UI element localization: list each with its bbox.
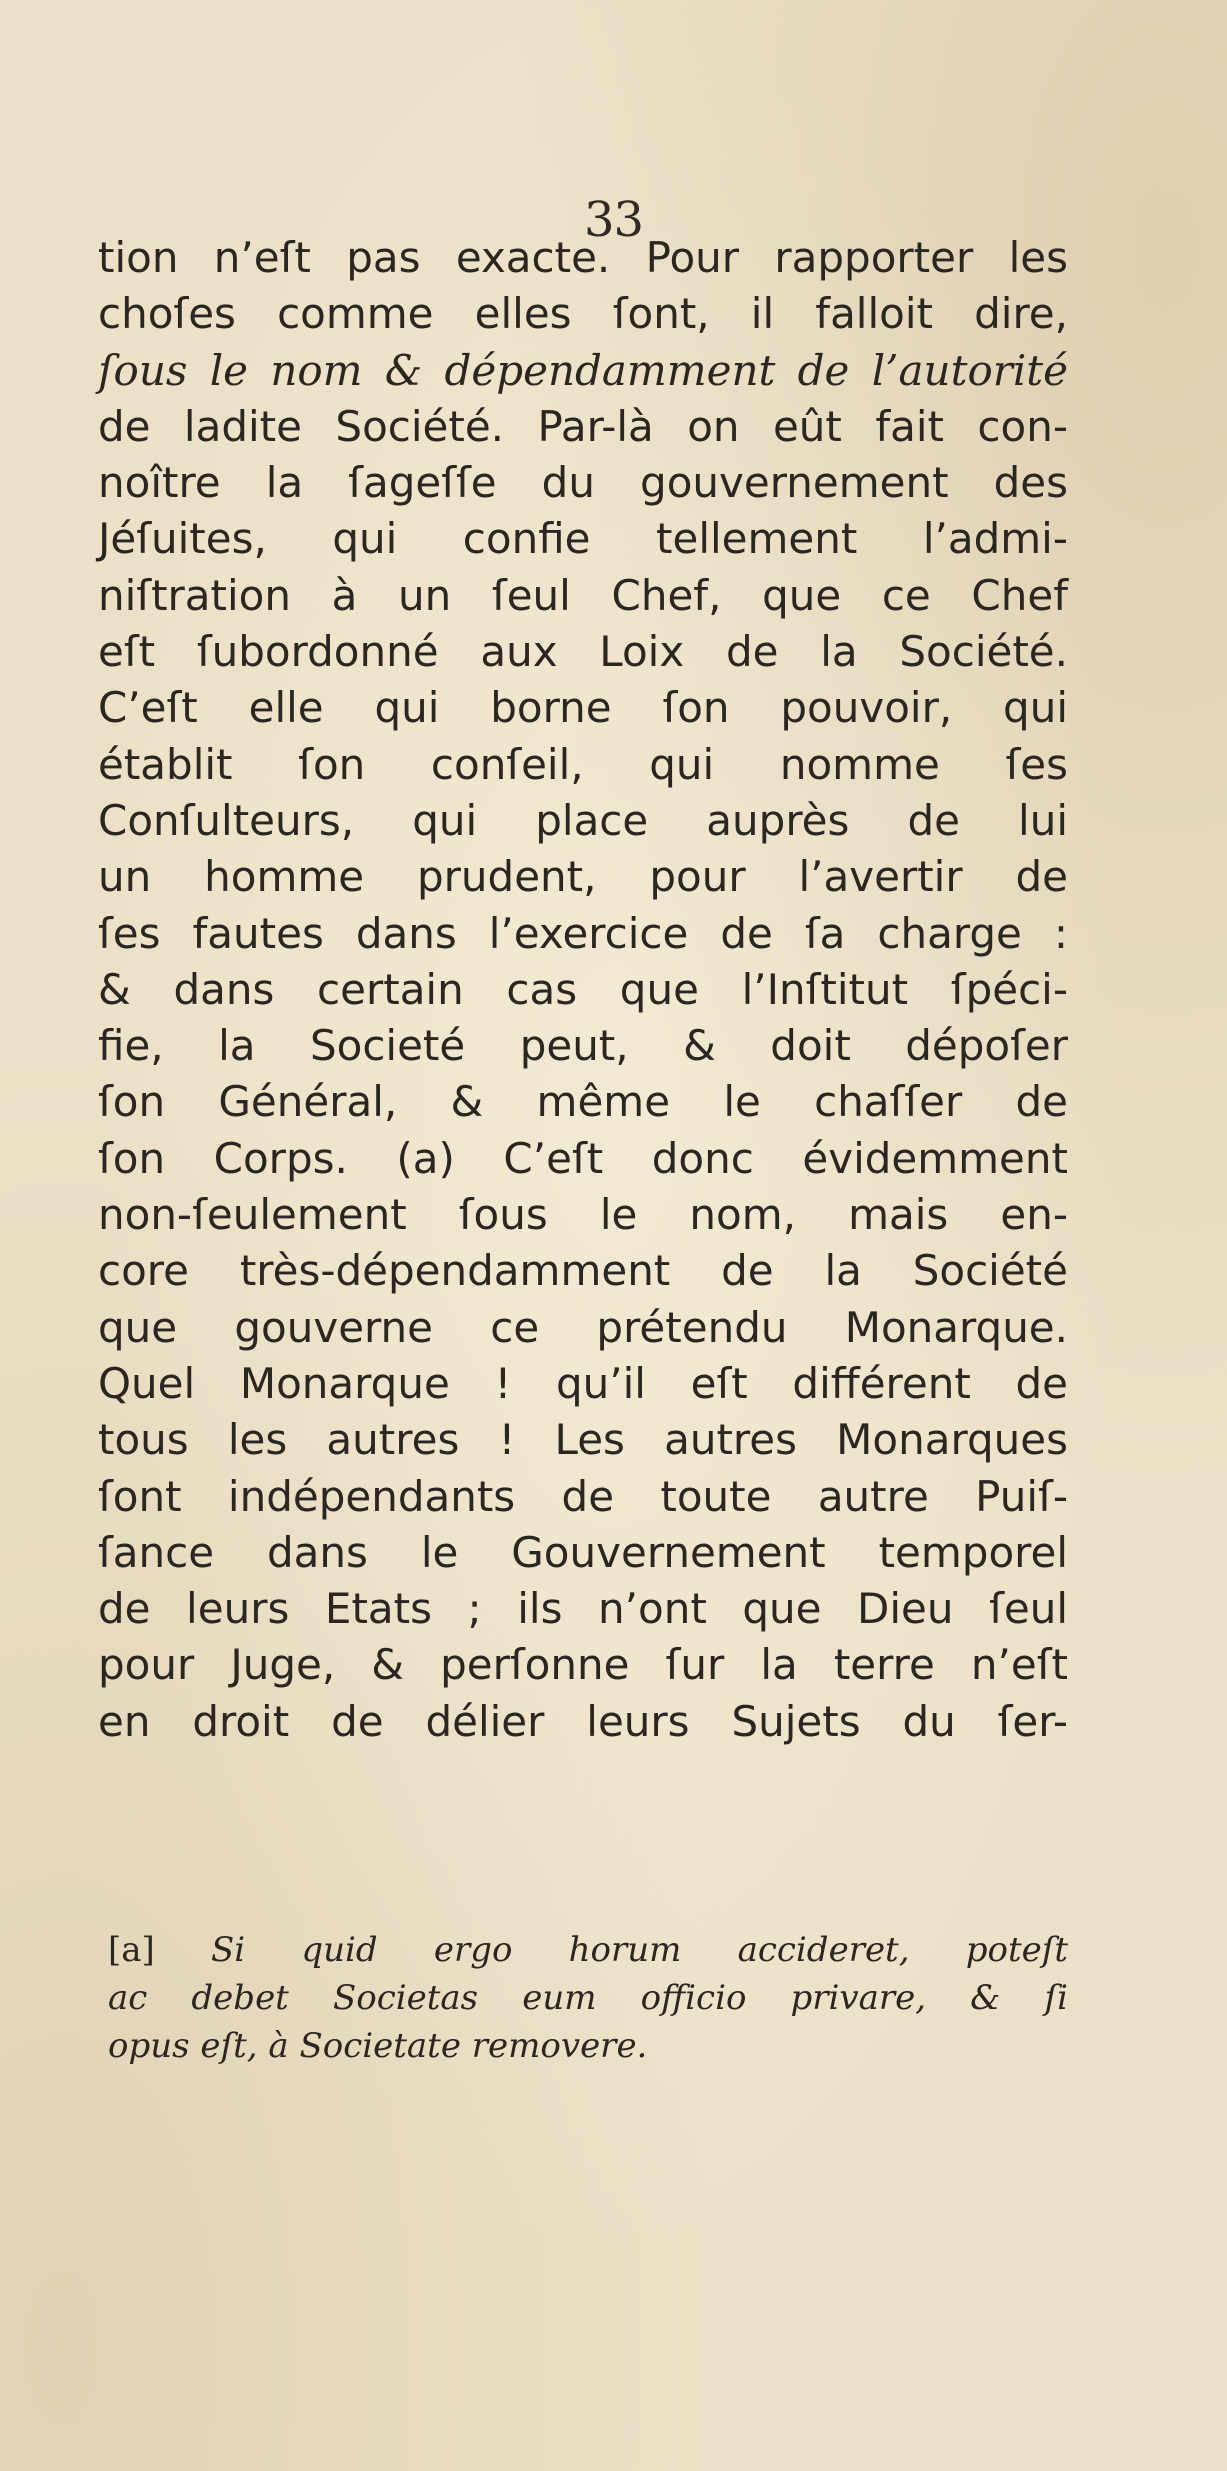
text-line: C’eſt elle qui borne ſon pouvoir, qui <box>98 683 1068 733</box>
footnote-text: Si quid ergo horum accideret, poteſt <box>211 1930 1068 1970</box>
text-line: niſtration à un ſeul Chef, que ce Chef <box>98 570 1068 620</box>
footnote-line <box>108 1926 1068 1974</box>
text-line: ſous le nom & dépendamment de l’autorité <box>98 345 1068 395</box>
text-line: ſont indépendants de toute autre Puiſ- <box>98 1471 1068 1521</box>
body-text <box>98 230 1068 1750</box>
text-line: choſes comme elles ſont, il falloit dire, <box>98 289 1068 339</box>
footnote <box>108 1926 1068 2070</box>
text-line: ſance dans le Gouvernement temporel <box>98 1527 1068 1577</box>
text-line: pour Juge, & perſonne ſur la terre n’eſt <box>98 1640 1068 1690</box>
text-line: non-ſeulement ſous le nom, mais en- <box>98 1190 1068 1240</box>
text-line: core très-dépendamment de la Société <box>98 1246 1068 1296</box>
text-line: noître la ſageſſe du gouvernement des <box>98 458 1068 508</box>
text-line: Conſulteurs, qui place auprès de lui <box>98 795 1068 845</box>
text-line: de ladite Société. Par-là on eût fait con- <box>98 401 1068 451</box>
footnote-line: ac debet Societas eum officio privare, & ſi <box>108 1978 1068 2018</box>
text-line: & dans certain cas que l’Inſtitut ſpéci- <box>98 964 1068 1014</box>
text-line: ſon Général, & même le chaſſer de <box>98 1077 1068 1127</box>
page-number: 33 <box>583 192 644 248</box>
text-line: Jéſuites, qui confie tellement l’admi- <box>98 514 1068 564</box>
text-line: Quel Monarque ! qu’il eſt différent de <box>98 1358 1068 1408</box>
footnote-marker: [a] <box>108 1930 155 1970</box>
footnote-line: opus eſt, à Societate removere. <box>108 2026 648 2066</box>
text-line: fie, la Societé peut, & doit dépoſer <box>98 1021 1068 1071</box>
text-line: tion n’eſt pas exacte. Pour rapporter les <box>98 233 1068 282</box>
text-line: ſes fautes dans l’exercice de ſa charge : <box>98 908 1068 958</box>
text-line: ſon Corps. (a) C’eſt donc évidemment <box>98 1133 1068 1183</box>
text-line: eſt ſubordonné aux Loix de la Société. <box>98 627 1068 677</box>
text-line: un homme prudent, pour l’avertir de <box>98 852 1068 902</box>
text-line: tous les autres ! Les autres Monarques <box>98 1415 1068 1465</box>
text-line: en droit de délier leurs Sujets du ſer- <box>98 1696 1068 1746</box>
text-line: établit ſon conſeil, qui nomme ſes <box>98 739 1068 789</box>
text-line: de leurs Etats ; ils n’ont que Dieu ſeul <box>98 1584 1068 1634</box>
text-line: que gouverne ce prétendu Monarque. <box>98 1302 1068 1352</box>
